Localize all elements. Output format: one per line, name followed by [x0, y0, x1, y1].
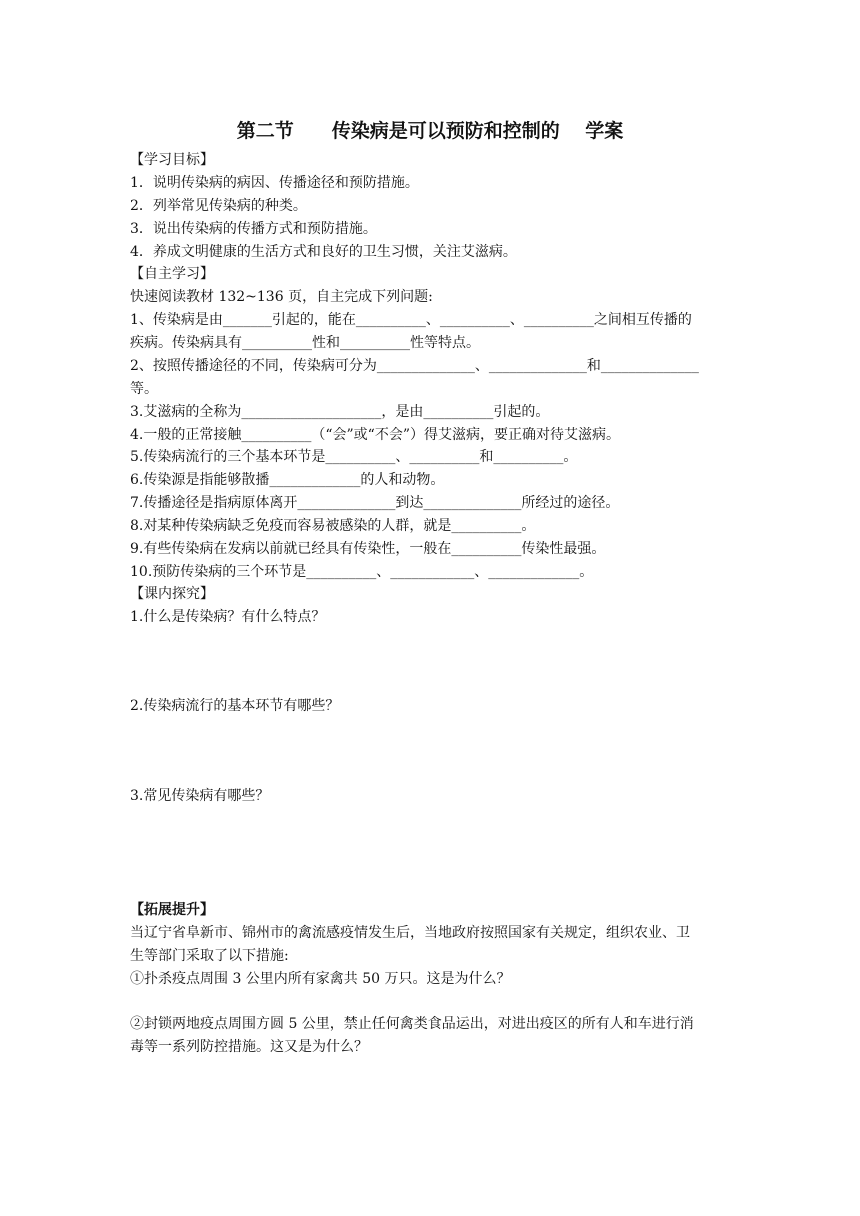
question-line: 9.有些传染病在发病以前就已经具有传染性，一般在__________传染性最强。 — [130, 541, 606, 557]
question-line: 疾病。传染病具有__________性和__________性等特点。 — [130, 335, 480, 351]
inquiry-question: 2.传染病流行的基本环节有哪些？ — [130, 698, 340, 714]
extension-question: ①扑杀疫点周围 3 公里内所有家禽共 50 万只。这是为什么？ — [130, 971, 511, 987]
extension-line: 生等部门采取了以下措施: — [130, 948, 289, 964]
self-study-header: 【自主学习】 — [130, 266, 214, 282]
extension-question: ②封锁两地疫点周围方圆 5 公里，禁止任何禽类食品运出，对进出疫区的所有人和车进行消 — [130, 1016, 694, 1032]
extension-line: 当辽宁省阜新市、锦州市的禽流感疫情发生后，当地政府按照国家有关规定，组织农业、卫 — [130, 925, 690, 941]
objective-item: 4．养成文明健康的生活方式和良好的卫生习惯，关注艾滋病。 — [130, 244, 517, 260]
objective-item: 2．列举常见传染病的种类。 — [130, 198, 307, 214]
page-title: 第二节 传染病是可以预防和控制的 学案 — [236, 120, 624, 142]
inquiry-header: 【课内探究】 — [130, 586, 214, 602]
extension-line: 毒等一系列防控措施。这又是为什么？ — [130, 1039, 368, 1055]
self-study-intro: 快速阅读教材 132~136 页，自主完成下列问题: — [130, 289, 433, 305]
question-line: 1、传染病是由_______引起的，能在__________、__________、__________之间相互传播的 — [130, 312, 692, 328]
extension-header: 【拓展提升】 — [130, 902, 214, 918]
question-line: 2、按照传播途径的不同，传染病可分为______________、______________和______________ — [130, 358, 699, 374]
question-line: 6.传染源是指能够散播_____________的人和动物。 — [130, 472, 445, 488]
objective-item: 3．说出传染病的传播方式和预防措施。 — [130, 221, 377, 237]
question-line: 4.一般的正常接触__________（“会”或“不会”）得艾滋病，要正确对待艾滋病。 — [130, 427, 620, 443]
question-line: 5.传染病流行的三个基本环节是__________、__________和__________。 — [130, 449, 578, 465]
objective-item: 1．说明传染病的病因、传播途径和预防措施。 — [130, 175, 419, 191]
question-line: 3.艾滋病的全称为____________________，是由__________引起的。 — [130, 404, 550, 420]
question-line: 10.预防传染病的三个环节是__________、____________、_____________。 — [130, 564, 594, 580]
inquiry-question: 3.常见传染病有哪些？ — [130, 788, 270, 804]
question-line: 8.对某种传染病缺乏免疫而容易被感染的人群，就是__________。 — [130, 518, 536, 534]
question-line: 等。 — [130, 381, 158, 397]
objectives-header: 【学习目标】 — [130, 152, 214, 168]
question-line: 7.传播途径是指病原体离开______________到达______________所经过的途径。 — [130, 495, 620, 511]
inquiry-question: 1.什么是传染病？有什么特点？ — [130, 609, 326, 625]
